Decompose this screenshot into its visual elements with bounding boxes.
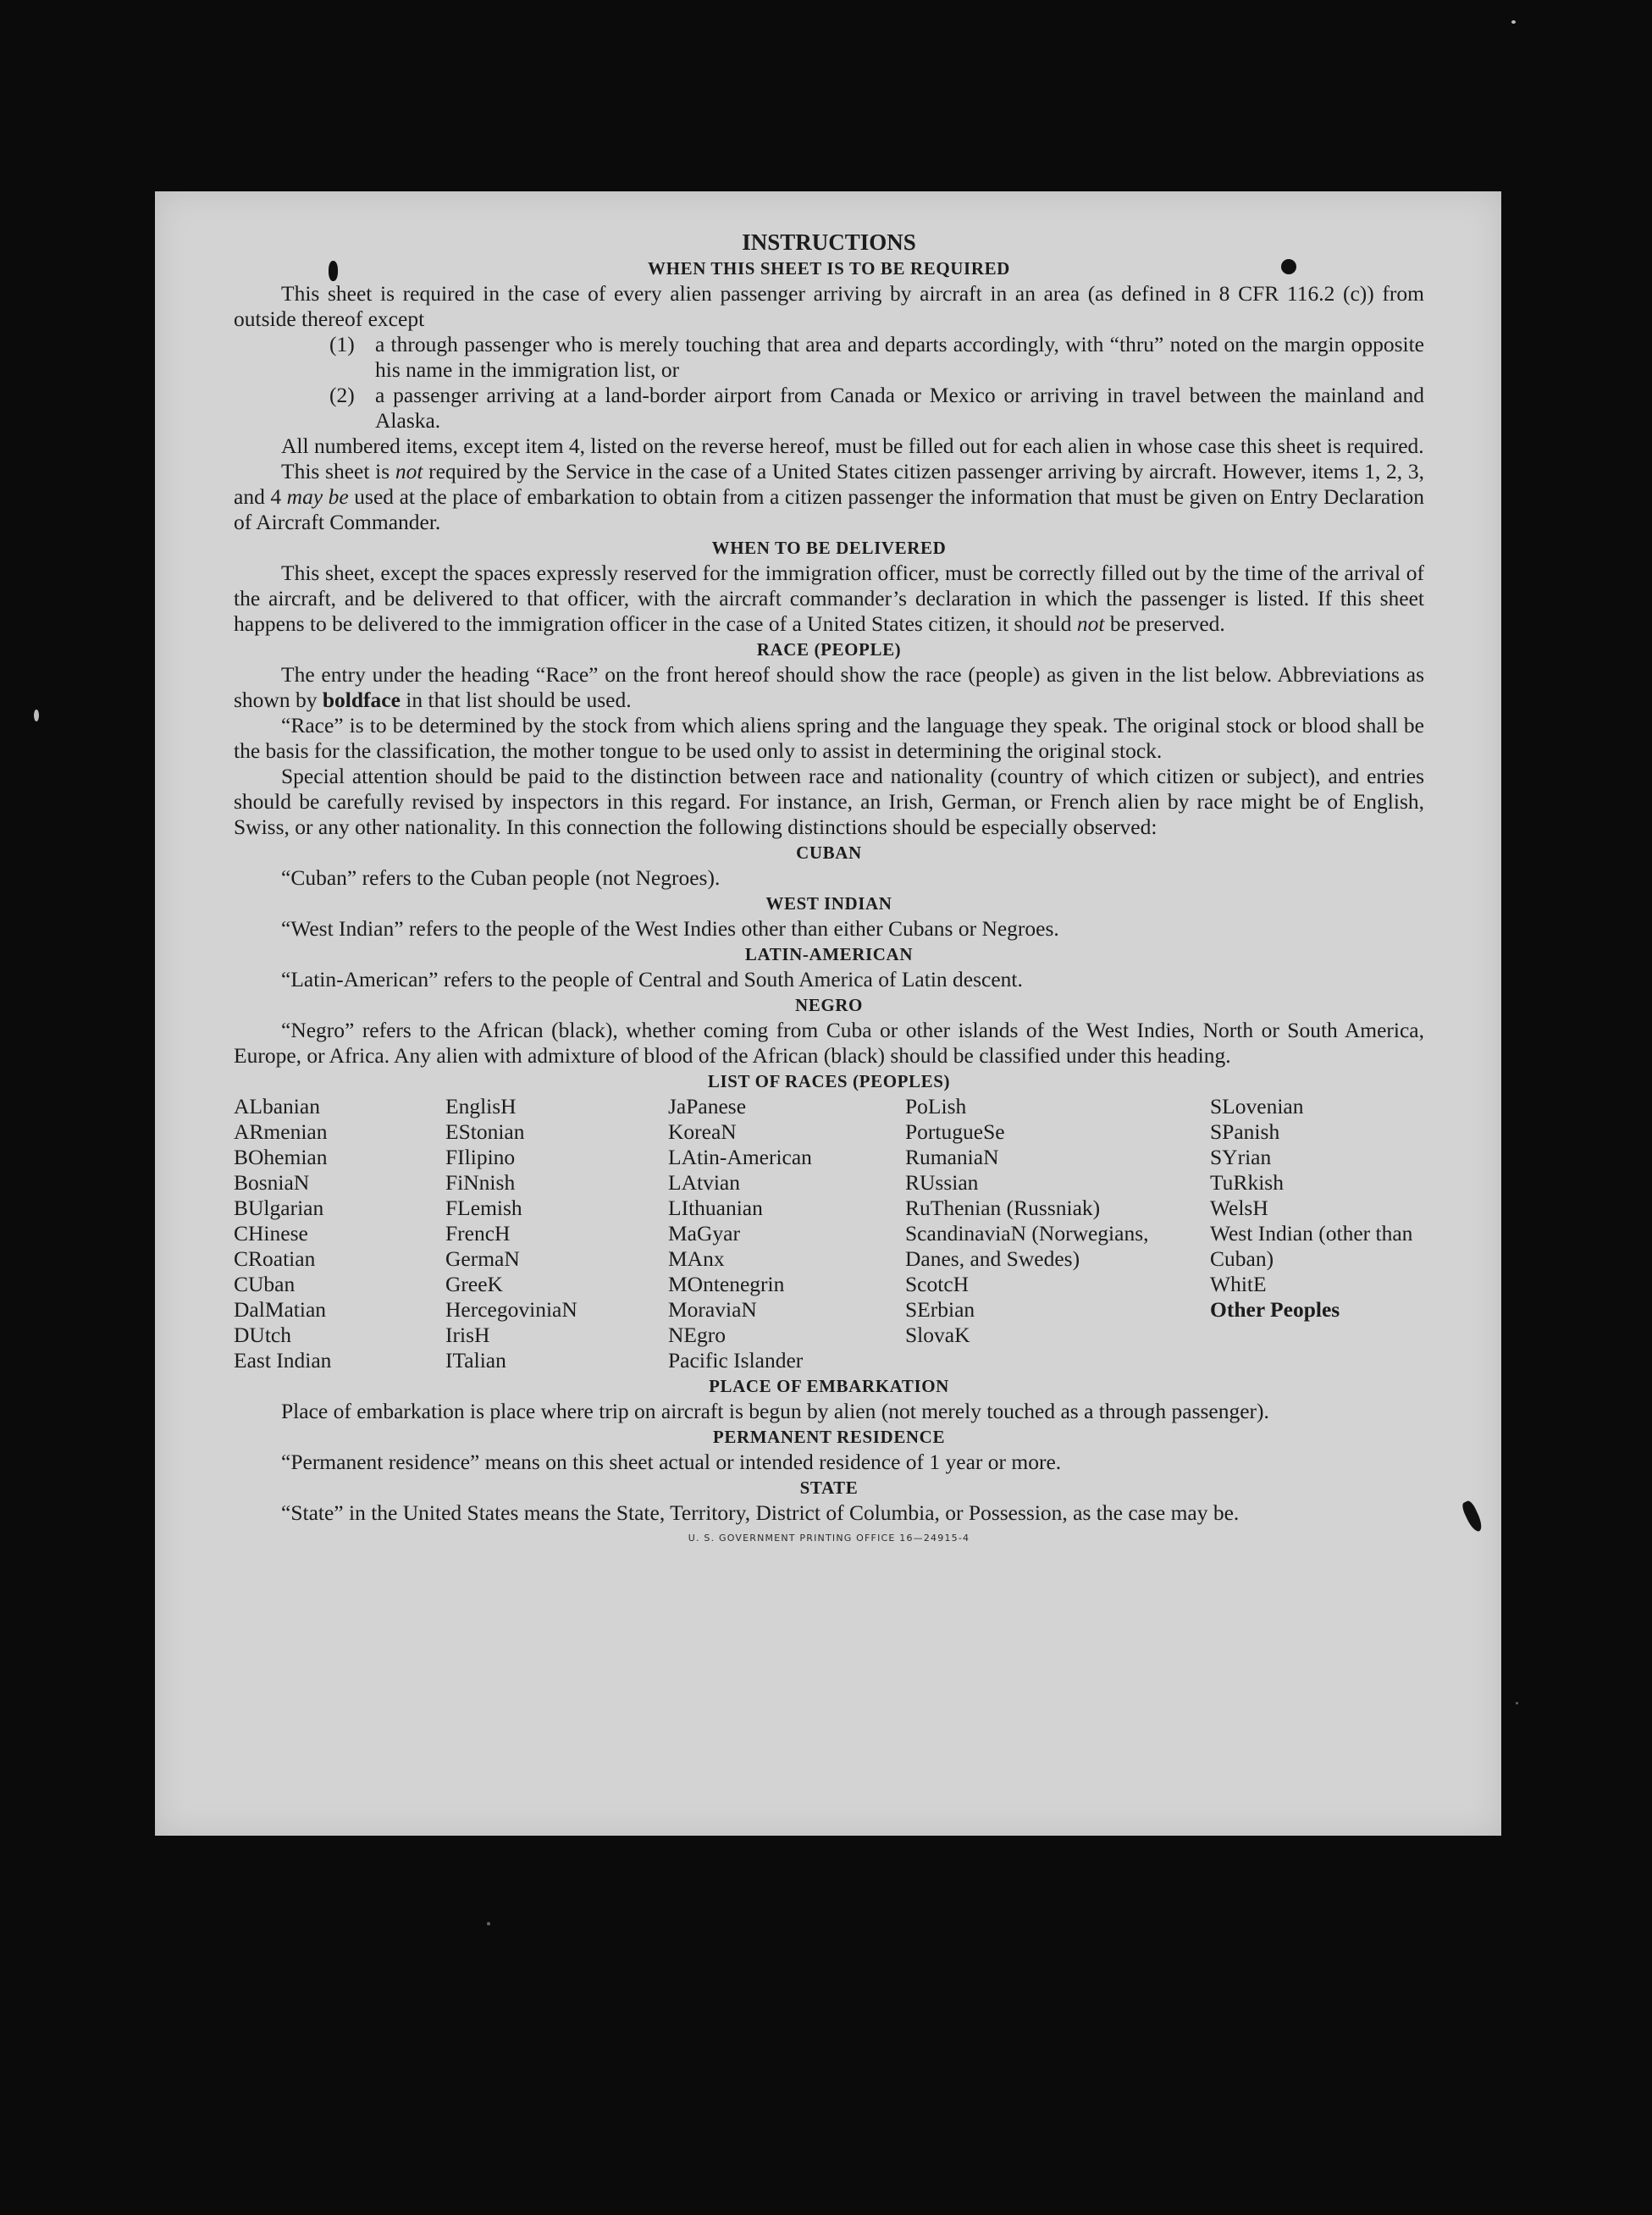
race-entry: BosniaN [234, 1170, 310, 1195]
paragraph-place-of-embarkation: Place of embarkation is place where trip on aircraft is begun by alien (not merely touched as a through passenger). [281, 1399, 1269, 1423]
race-entry: RumaniaN [905, 1145, 999, 1169]
italic-text: not [395, 459, 423, 483]
race-entry: East Indian [234, 1348, 332, 1373]
exception-item-1 [234, 332, 1424, 383]
race-list-column-2 [445, 1094, 668, 1373]
section-heading-place-of-embarkation: PLACE OF EMBARKATION [709, 1376, 949, 1396]
race-list-column-3 [668, 1094, 905, 1373]
race-entry: SErbian [905, 1297, 975, 1322]
paragraph-west-indian: “West Indian” refers to the people of the West Indies other than either Cubans or Negroes. [281, 916, 1059, 941]
race-entry: PoLish [905, 1094, 967, 1119]
section-heading-list-of-races: LIST OF RACES (PEOPLES) [707, 1071, 951, 1091]
race-entry: GreeK [445, 1272, 503, 1296]
race-entry: JaPanese [668, 1094, 747, 1119]
race-entry: WhitE [1210, 1272, 1267, 1296]
paragraph-race-nationality: Special attention should be paid to the distinction between race and nationality (country of which citizen or subject), and entries should be carefully revised by inspectors in this regard. For instance, an Irish, German, or French alien by race might be of English, Swiss, or any other nationality. In this connection the following distinctions should be especially observed: [234, 764, 1424, 839]
paragraph-cuban: “Cuban” refers to the Cuban people (not Negroes). [281, 865, 721, 890]
race-entry: SLovenian [1210, 1094, 1304, 1119]
instructions-content [234, 229, 1424, 1548]
paragraph-race-heading-entry [234, 662, 1424, 713]
section-heading-permanent-residence: PERMANENT RESIDENCE [712, 1427, 946, 1447]
race-entry: EStonian [445, 1119, 525, 1144]
race-entry: FiNnish [445, 1170, 516, 1195]
exception-item-number: (2) [329, 383, 355, 407]
race-entry: FIlipino [445, 1145, 516, 1169]
race-entry: FrencH [445, 1221, 511, 1246]
section-heading-latin-american: LATIN-AMERICAN [744, 944, 914, 964]
section-heading-state: STATE [799, 1478, 859, 1498]
section-heading-west-indian: WEST INDIAN [765, 893, 892, 914]
paragraph-race-stock: “Race” is to be determined by the stock from which aliens spring and the language they speak. The original stock or blood shall be the basis for the classification, the mother tongue to be used only to assist in determining the original stock. [234, 713, 1424, 763]
race-entry: RuThenian (Russniak) [905, 1196, 1101, 1220]
race-entry: WelsH [1210, 1196, 1268, 1220]
race-entry: IrisH [445, 1323, 490, 1347]
dust-speck [487, 1922, 490, 1925]
printing-office-footer: U. S. GOVERNMENT PRINTING OFFICE 16—24915-4 [688, 1533, 970, 1544]
race-list [234, 1094, 1424, 1373]
race-entry: DUtch [234, 1323, 291, 1347]
race-entry: BUlgarian [234, 1196, 324, 1220]
exception-item-text: a passenger arriving at a land-border airport from Canada or Mexico or arriving in travel between the mainland and Alaska. [375, 383, 1424, 433]
exception-item-number: (1) [329, 332, 355, 356]
race-entry: SlovaK [905, 1323, 970, 1347]
race-entry: CHinese [234, 1221, 308, 1246]
race-entry: MAnx [668, 1246, 725, 1271]
race-entry: FLemish [445, 1196, 522, 1220]
race-entry: ScandinaviaN (Norwegians, Danes, and Swedes) [905, 1221, 1149, 1271]
race-entry: PortugueSe [905, 1119, 1005, 1144]
text-run: used at the place of embarkation to obtain from a citizen passenger the information that must be given on Entry Declaration of Aircraft Commander. [234, 484, 1424, 534]
race-entry: MOntenegrin [668, 1272, 785, 1296]
race-list-column-1 [234, 1094, 445, 1373]
race-entry: West Indian (other than Cuban) [1210, 1221, 1413, 1271]
text-run: The entry under the heading “Race” on the front hereof should show the race (people) as given in the list below. Abbreviations as shown by [234, 662, 1424, 712]
section-heading-when-required: WHEN THIS SHEET IS TO BE REQUIRED [648, 258, 1010, 279]
dust-speck [34, 710, 39, 721]
paragraph-when-delivered [234, 561, 1424, 637]
text-run: in that list should be used. [400, 688, 632, 712]
paragraph-negro: “Negro” refers to the African (black), whether coming from Cuba or other islands of the West Indies, North or South America, Europe, or Africa. Any alien with admixture of blood of the African (black) should be classified under this heading. [234, 1018, 1424, 1068]
exception-item-2 [234, 383, 1424, 434]
race-entry: HercegoviniaN [445, 1297, 577, 1322]
italic-text: may be [286, 484, 349, 509]
paragraph-permanent-residence: “Permanent residence” means on this sheet actual or intended residence of 1 year or more. [281, 1450, 1062, 1474]
race-entry: KoreaN [668, 1119, 737, 1144]
race-entry: LAtvian [668, 1170, 740, 1195]
exception-item-text: a through passenger who is merely touching that area and departs accordingly, with “thru” noted on the margin opposite his name in the immigration list, or [375, 332, 1424, 382]
race-entry: RUssian [905, 1170, 979, 1195]
race-entry: ARmenian [234, 1119, 328, 1144]
paragraph-citizen-passenger [234, 459, 1424, 535]
race-entry: TuRkish [1210, 1170, 1284, 1195]
race-entry: SPanish [1210, 1119, 1280, 1144]
ink-blot [1461, 1500, 1485, 1533]
paragraph-latin-american: “Latin-American” refers to the people of Central and South America of Latin descent. [281, 967, 1023, 992]
race-entry: SYrian [1210, 1145, 1272, 1169]
text-run: be preserved. [1104, 611, 1225, 636]
text-run: required by the Service in the case of a United States citizen passenger arriving by aircraft. However, items 1, 2, 3, and 4 [234, 459, 1424, 509]
italic-text: not [1076, 611, 1105, 636]
race-list-column-5 [1210, 1094, 1424, 1373]
race-entry: ScotcH [905, 1272, 970, 1296]
paragraph-numbered-items: All numbered items, except item 4, listed on the reverse hereof, must be filled out for each alien in whose case this sheet is required. [281, 434, 1424, 458]
bold-text: boldface [322, 688, 401, 712]
text-run: This sheet, except the spaces expressly reserved for the immigration officer, must be correctly filled out by the time of the arrival of the aircraft, and be delivered to that officer, with the aircraft commander’s declaration in which the passenger is listed. If this sheet happens to be delivered to the immigration officer in the case of a United States citizen, it should [234, 561, 1424, 636]
race-entry: CUban [234, 1272, 296, 1296]
text-run: This sheet is [281, 459, 395, 483]
section-heading-cuban: CUBAN [796, 842, 862, 863]
race-entry: GermaN [445, 1246, 520, 1271]
race-entry: Pacific Islander [668, 1348, 804, 1373]
section-heading-negro: NEGRO [794, 995, 863, 1015]
race-list-column-4 [905, 1094, 1210, 1373]
race-entry: BOhemian [234, 1145, 328, 1169]
race-entry: CRoatian [234, 1246, 316, 1271]
race-entry: NEgro [668, 1323, 726, 1347]
race-entry: ALbanian [234, 1094, 320, 1119]
document-sheet [155, 191, 1501, 1836]
paragraph-state: “State” in the United States means the State, Territory, District of Columbia, or Possession, as the case may be. [281, 1500, 1240, 1525]
race-entry: Other Peoples [1210, 1297, 1340, 1322]
dust-speck [1516, 1702, 1518, 1704]
race-entry: MaGyar [668, 1221, 740, 1246]
dust-speck [1511, 20, 1516, 24]
section-heading-when-delivered: WHEN TO BE DELIVERED [711, 538, 947, 558]
section-heading-race: RACE (PEOPLE) [756, 639, 902, 660]
race-entry: DalMatian [234, 1297, 327, 1322]
race-entry: ITalian [445, 1348, 506, 1373]
page-title: INSTRUCTIONS [742, 229, 916, 255]
race-entry: LAtin-American [668, 1145, 812, 1169]
paragraph-when-required-intro: This sheet is required in the case of every alien passenger arriving by aircraft in an area (as defined in 8 CFR 116.2 (c)) from outside thereof except [234, 281, 1424, 331]
race-entry: LIthuanian [668, 1196, 763, 1220]
race-entry: EnglisH [445, 1094, 517, 1119]
race-entry: MoraviaN [668, 1297, 757, 1322]
